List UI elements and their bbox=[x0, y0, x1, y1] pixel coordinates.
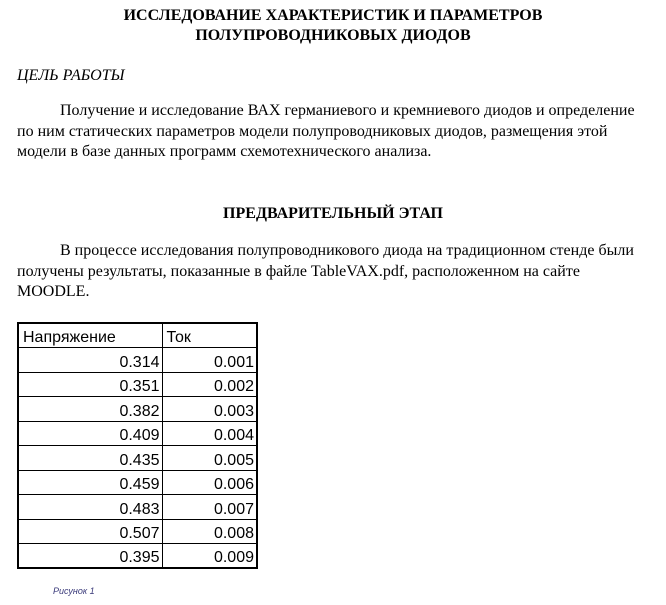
intro-paragraph: В процессе исследования полупроводникового диода на традиционном стенде были получены результаты, показанные в файле TableVAX.pdf, расположенном на сайте MOODLE. bbox=[17, 242, 634, 300]
current-cell: 0.002 bbox=[162, 372, 257, 397]
voltage-cell: 0.507 bbox=[18, 519, 162, 544]
voltage-cell: 0.382 bbox=[18, 397, 162, 422]
table-row bbox=[18, 421, 257, 446]
table-row bbox=[18, 544, 257, 569]
current-cell: 0.005 bbox=[162, 446, 257, 471]
document-title: ИССЛЕДОВАНИЕ ХАРАКТЕРИСТИК И ПАРАМЕТРОВ ПОЛУПРОВОДНИКОВЫХ ДИОДОВ bbox=[123, 7, 543, 44]
table-row bbox=[18, 397, 257, 422]
table-row bbox=[18, 470, 257, 495]
voltage-cell: 0.351 bbox=[18, 372, 162, 397]
current-cell: 0.003 bbox=[162, 397, 257, 422]
aim-paragraph: Получение и исследование ВАХ германиевого и кремниевого диодов и определение по ним статических параметров модели полупроводниковых диодов, размещения этой модели в базе данных программ схемотехнического анализа. bbox=[17, 102, 635, 160]
figure-caption: Рисунок 1 bbox=[53, 586, 95, 596]
current-cell: 0.006 bbox=[162, 470, 257, 495]
aim-heading: ЦЕЛЬ РАБОТЫ bbox=[17, 67, 125, 84]
voltage-cell: 0.409 bbox=[18, 421, 162, 446]
voltage-cell: 0.395 bbox=[18, 544, 162, 569]
header-current: Ток bbox=[162, 323, 257, 348]
voltage-cell: 0.483 bbox=[18, 495, 162, 520]
table-row bbox=[18, 519, 257, 544]
current-cell: 0.008 bbox=[162, 519, 257, 544]
voltage-cell: 0.459 bbox=[18, 470, 162, 495]
voltage-cell: 0.435 bbox=[18, 446, 162, 471]
vax-table bbox=[17, 322, 258, 569]
stage-heading: ПРЕДВАРИТЕЛЬНЫЙ ЭТАП bbox=[223, 205, 443, 222]
header-voltage: Напряжение bbox=[18, 323, 162, 348]
table-row bbox=[18, 348, 257, 373]
table-row bbox=[18, 372, 257, 397]
current-cell: 0.004 bbox=[162, 421, 257, 446]
table-header-row bbox=[18, 323, 257, 348]
table-row bbox=[18, 446, 257, 471]
current-cell: 0.001 bbox=[162, 348, 257, 373]
voltage-cell: 0.314 bbox=[18, 348, 162, 373]
current-cell: 0.009 bbox=[162, 544, 257, 569]
current-cell: 0.007 bbox=[162, 495, 257, 520]
table-row bbox=[18, 495, 257, 520]
